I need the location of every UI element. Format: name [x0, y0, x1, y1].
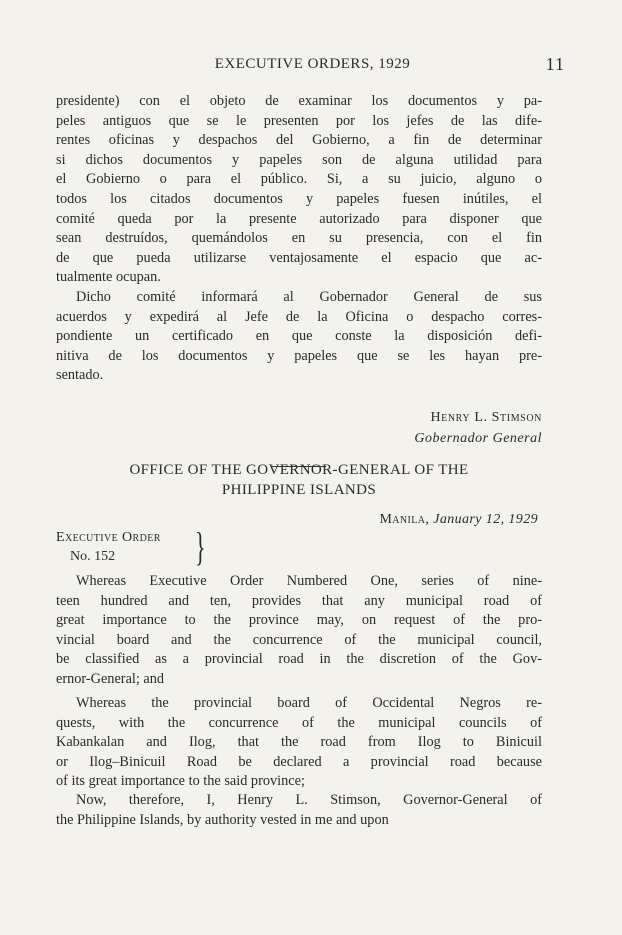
- text-line: acuerdos y expedirá al Jefe de la Oficina o despacho corres-: [56, 308, 542, 325]
- text-line: Kabankalan and Ilog, that the road from Ilog to Binicuil: [56, 734, 542, 751]
- text-line: teen hundred and ten, provides that any municipal road of: [56, 592, 542, 609]
- brace-mark: }: [195, 524, 206, 569]
- text-line: quests, with the concurrence of the municipal councils of: [56, 714, 542, 731]
- page-number: 11: [545, 54, 565, 74]
- executive-order-title: Executive Order: [56, 530, 161, 545]
- office-heading-line-1: OFFICE OF THE GOVERNOR-GENERAL OF THE: [129, 462, 469, 478]
- dateline-place: Manila,: [379, 512, 430, 527]
- paragraph-comite-report: [56, 288, 542, 386]
- executive-order-label: [56, 528, 161, 566]
- executive-order-number: No. 152: [70, 549, 116, 564]
- text-line: tualmente ocupan.: [56, 269, 161, 286]
- text-line: todos los citados documentos y papeles fuesen inútiles, el: [56, 190, 542, 207]
- running-head: [60, 56, 565, 80]
- dateline: [379, 512, 538, 528]
- text-line: nitiva de los documentos y papeles que se les hayan pre-: [56, 347, 542, 364]
- text-line: Whereas the provincial board of Occidental Negros re-: [76, 695, 542, 711]
- signature-name: Henry L. Stimson: [430, 410, 542, 425]
- running-title: EXECUTIVE ORDERS, 1929: [214, 56, 411, 72]
- office-heading: [56, 460, 542, 500]
- text-line: presidente) con el objeto de examinar los documentos y pa-: [56, 93, 542, 109]
- text-line: peles antiguos que se le presenten por los jefes de las dife-: [56, 112, 542, 129]
- paragraph-whereas-order-one: [56, 572, 542, 690]
- text-line: comité queda por la presente autorizado para disponer que: [56, 210, 542, 227]
- text-line: Whereas Executive Order Numbered One, series of nine-: [76, 573, 542, 589]
- paragraph-comite-purpose: [56, 92, 542, 288]
- text-line: vincial board and the concurrence of the municipal council,: [56, 631, 542, 648]
- text-line: or Ilog–Binicuil Road be declared a provincial road because: [56, 753, 542, 770]
- text-line: si dichos documentos y papeles son de alguna utilidad para: [56, 151, 542, 168]
- text-line: Dicho comité informará al Gobernador General de sus: [76, 289, 542, 305]
- text-line: sean destruídos, quemándolos en su presencia, con el fin: [56, 230, 542, 247]
- paragraph-whereas-negros: [56, 694, 542, 792]
- office-heading-line-2: PHILIPPINE ISLANDS: [221, 482, 377, 498]
- text-line: pondiente un certificado en que conste la disposición defi-: [56, 328, 542, 345]
- text-line: de que pueda utilizarse ventajosamente el espacio que ac-: [56, 249, 542, 266]
- text-line: the Philippine Islands, by authority vested in me and upon: [56, 811, 389, 828]
- paragraph-now-therefore: [56, 791, 542, 830]
- text-line: great importance to the province may, on request of the pro-: [56, 612, 542, 629]
- dateline-date: January 12, 1929: [433, 512, 538, 527]
- text-line: be classified as a provincial road in the discretion of the Gov-: [56, 651, 542, 668]
- text-line: Now, therefore, I, Henry L. Stimson, Governor-General of: [76, 792, 542, 808]
- text-line: ernor-General; and: [56, 670, 165, 687]
- text-line: of its great importance to the said province;: [56, 773, 305, 790]
- signature-title: Gobernador General: [414, 431, 542, 446]
- text-line: sentado.: [56, 367, 104, 384]
- text-line: el Gobierno o para el público. Si, a su juicio, alguno o: [56, 171, 542, 188]
- text-line: rentes oficinas y despachos del Gobierno, a fin de determinar: [56, 132, 542, 149]
